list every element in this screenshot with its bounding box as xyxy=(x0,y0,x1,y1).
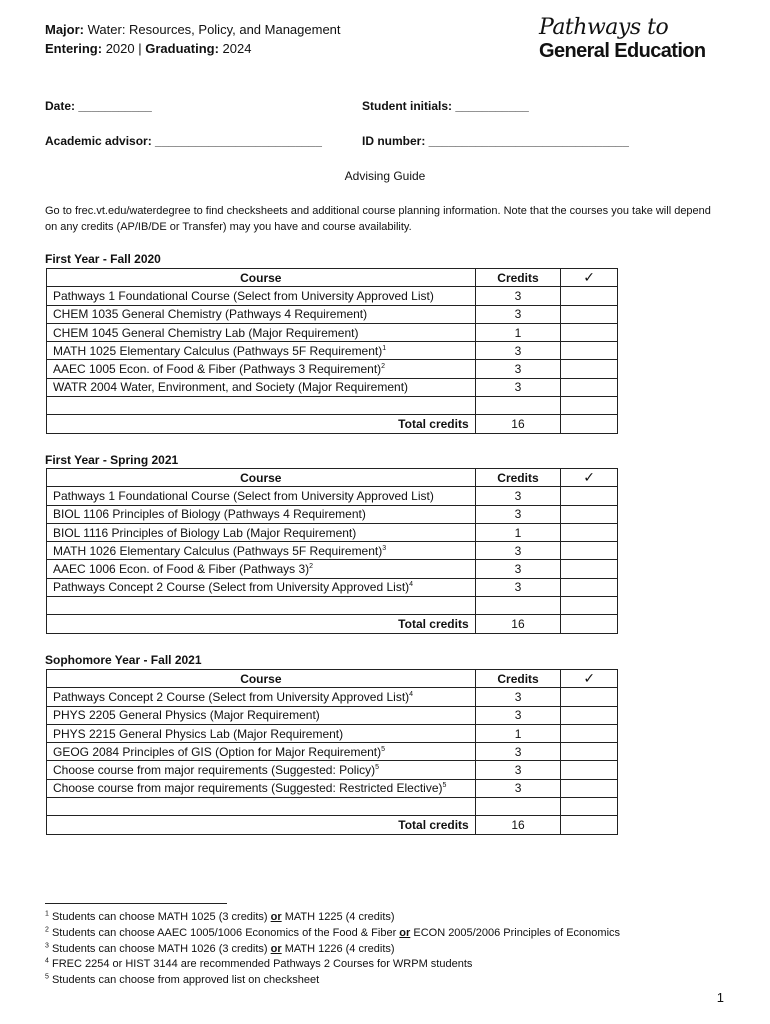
footnote-number: 3 xyxy=(45,941,49,949)
course-cell: AAEC 1006 Econ. of Food & Fiber (Pathways 3)$^2$ xyxy=(47,560,476,578)
course-cell: MATH 1025 Elementary Calculus (Pathways 5F Requirement)$^1$ xyxy=(47,342,476,360)
footnote-number: 2 xyxy=(45,926,49,934)
table-row xyxy=(47,724,618,742)
check-cell[interactable] xyxy=(561,378,618,396)
total-row xyxy=(47,816,618,834)
check-cell[interactable] xyxy=(561,360,618,378)
course-table xyxy=(46,468,618,634)
major-line: Major: Water: Resources, Policy, and Management xyxy=(45,22,341,37)
check-header xyxy=(561,469,618,487)
semester-title: Sophomore Year - Fall 2021 xyxy=(45,653,202,667)
course-cell: BIOL 1116 Principles of Biology Lab (Major Requirement) xyxy=(47,523,476,541)
course-cell: PHYS 2215 General Physics Lab (Major Requirement) xyxy=(47,724,476,742)
course-cell: Choose course from major requirements (Suggested: Policy)$^5$ xyxy=(47,761,476,779)
course-cell: CHEM 1045 General Chemistry Lab (Major Requirement) xyxy=(47,323,476,341)
course-cell: Pathways 1 Foundational Course (Select from University Approved List) xyxy=(47,287,476,305)
course-cell: BIOL 1106 Principles of Biology (Pathways 4 Requirement) xyxy=(47,505,476,523)
blank-row xyxy=(47,597,618,615)
credits-cell: 3 xyxy=(475,342,561,360)
check-cell[interactable] xyxy=(561,342,618,360)
credits-cell: 3 xyxy=(475,505,561,523)
footnote: $^4$ FREC 2254 or HIST 3144 are recommended Pathways 2 Courses for WRPM students xyxy=(45,957,473,971)
table-row xyxy=(47,578,618,596)
credits-cell: 3 xyxy=(475,560,561,578)
table-row xyxy=(47,743,618,761)
table-row xyxy=(47,523,618,541)
course-cell: Pathways Concept 2 Course (Select from University Approved List)$^4$ xyxy=(47,578,476,596)
footnote-number: 4 xyxy=(45,957,49,965)
check-cell[interactable] xyxy=(561,523,618,541)
credits-cell: 3 xyxy=(475,688,561,706)
total-credits: 16 xyxy=(475,615,561,633)
credits-header: Credits xyxy=(475,469,561,487)
checkmark-icon: ✓ xyxy=(583,469,596,486)
credits-cell: 3 xyxy=(475,761,561,779)
footnote: $^1$ Students can choose MATH 1025 (3 credits) or MATH 1225 (4 credits) xyxy=(45,910,395,923)
student-initials-field[interactable]: Student initials: ___________ xyxy=(362,99,529,113)
footnotes xyxy=(45,910,620,989)
blank-credits-cell[interactable] xyxy=(475,397,561,415)
course-cell: PHYS 2205 General Physics (Major Requirement) xyxy=(47,706,476,724)
table-row xyxy=(47,360,618,378)
blank-credits-cell[interactable] xyxy=(475,597,561,615)
blank-check-cell[interactable] xyxy=(561,798,618,816)
table-header-row xyxy=(47,469,618,487)
credits-cell: 3 xyxy=(475,578,561,596)
table-row xyxy=(47,342,618,360)
check-cell[interactable] xyxy=(561,743,618,761)
semester-title: First Year - Fall 2020 xyxy=(45,252,161,266)
table-row xyxy=(47,761,618,779)
credits-cell: 1 xyxy=(475,323,561,341)
checkmark-icon: ✓ xyxy=(583,670,596,687)
table-row xyxy=(47,542,618,560)
footnote: $^3$ Students can choose MATH 1026 (3 credits) or MATH 1226 (4 credits) xyxy=(45,941,395,955)
check-cell[interactable] xyxy=(561,560,618,578)
total-label: Total credits xyxy=(47,816,476,834)
entering-line: Entering: 2020 | Graduating: 2024 xyxy=(45,41,252,56)
program-header xyxy=(45,20,341,58)
credits-cell: 3 xyxy=(475,779,561,797)
credits-cell: 3 xyxy=(475,287,561,305)
footnote-ref: 5 xyxy=(375,764,380,772)
credits-cell: 3 xyxy=(475,542,561,560)
footnote: $^2$ Students can choose AAEC 1005/1006 Economics of the Food & Fiber or ECON 2005/2006 Principles of Economics xyxy=(45,926,621,939)
check-cell[interactable] xyxy=(561,505,618,523)
course-cell: AAEC 1005 Econ. of Food & Fiber (Pathways 3 Requirement)$^2$ xyxy=(47,360,476,378)
blank-course-cell[interactable] xyxy=(47,798,476,816)
table-row xyxy=(47,706,618,724)
date-field[interactable]: Date: ___________ xyxy=(45,99,152,113)
table-header-row xyxy=(47,269,618,287)
course-header: Course xyxy=(47,670,476,688)
check-cell[interactable] xyxy=(561,287,618,305)
check-cell[interactable] xyxy=(561,724,618,742)
total-label: Total credits xyxy=(47,415,476,433)
semester-title: First Year - Spring 2021 xyxy=(45,453,179,467)
total-row xyxy=(47,615,618,633)
table-row xyxy=(47,323,618,341)
check-cell[interactable] xyxy=(561,487,618,505)
credits-header: Credits xyxy=(475,269,561,287)
course-header: Course xyxy=(47,469,476,487)
table-row xyxy=(47,487,618,505)
credits-cell: 3 xyxy=(475,305,561,323)
check-cell[interactable] xyxy=(561,779,618,797)
total-check-cell xyxy=(561,415,618,433)
credits-cell: 3 xyxy=(475,706,561,724)
course-table xyxy=(46,268,618,434)
footnote-ref: 2 xyxy=(381,363,386,371)
check-cell[interactable] xyxy=(561,706,618,724)
total-check-cell xyxy=(561,615,618,633)
table-header-row xyxy=(47,670,618,688)
academic-advisor-field[interactable]: Academic advisor: _________________________ xyxy=(45,134,322,148)
footnote-ref: 5 xyxy=(381,745,386,753)
credits-cell: 3 xyxy=(475,360,561,378)
credits-cell: 3 xyxy=(475,378,561,396)
blank-credits-cell[interactable] xyxy=(475,798,561,816)
footnote-ref: 4 xyxy=(409,690,414,698)
page-number: 1 xyxy=(716,990,724,1005)
footnote-divider xyxy=(45,903,227,904)
credits-header: Credits xyxy=(475,670,561,688)
total-credits: 16 xyxy=(475,816,561,834)
total-row xyxy=(47,415,618,433)
course-cell: MATH 1026 Elementary Calculus (Pathways 5F Requirement)$^3$ xyxy=(47,542,476,560)
check-cell[interactable] xyxy=(561,305,618,323)
id-number-field[interactable]: ID number: ______________________________ xyxy=(362,134,629,148)
intro-paragraph: Go to frec.vt.edu/waterdegree to find checksheets and additional course planning information. Note that the courses you take will depend on any credits (AP/IB/DE or Transfer) may you have and course availability. xyxy=(45,205,711,233)
checkmark-icon: ✓ xyxy=(583,269,596,286)
course-table xyxy=(46,669,618,835)
check-cell[interactable] xyxy=(561,542,618,560)
course-cell: CHEM 1035 General Chemistry (Pathways 4 Requirement) xyxy=(47,305,476,323)
total-check-cell xyxy=(561,816,618,834)
footnote-ref: 2 xyxy=(309,563,314,571)
check-header xyxy=(561,269,618,287)
footnote-ref: 1 xyxy=(382,344,387,352)
total-label: Total credits xyxy=(47,615,476,633)
footnote-number: 5 xyxy=(45,973,49,981)
blank-row xyxy=(47,397,618,415)
credits-cell: 1 xyxy=(475,724,561,742)
footnote-ref: 5 xyxy=(442,782,447,790)
check-cell[interactable] xyxy=(561,578,618,596)
table-row xyxy=(47,505,618,523)
table-row xyxy=(47,378,618,396)
course-cell: Pathways Concept 2 Course (Select from University Approved List)$^4$ xyxy=(47,688,476,706)
credits-cell: 1 xyxy=(475,523,561,541)
footnote: $^5$ Students can choose from approved list on checksheet xyxy=(45,973,320,987)
table-row xyxy=(47,287,618,305)
footnote-ref: 4 xyxy=(409,581,414,589)
blank-course-cell[interactable] xyxy=(47,397,476,415)
blank-check-cell[interactable] xyxy=(561,397,618,415)
blank-course-cell[interactable] xyxy=(47,597,476,615)
credits-cell: 3 xyxy=(475,487,561,505)
check-header xyxy=(561,670,618,688)
check-cell[interactable] xyxy=(561,323,618,341)
check-cell[interactable] xyxy=(561,761,618,779)
course-header: Course xyxy=(47,269,476,287)
pathways-logo: Pathways to General Education xyxy=(539,15,706,62)
check-cell[interactable] xyxy=(561,688,618,706)
blank-check-cell[interactable] xyxy=(561,597,618,615)
course-cell: WATR 2004 Water, Environment, and Society (Major Requirement) xyxy=(47,378,476,396)
course-cell: Choose course from major requirements (Suggested: Restricted Elective)$^5$ xyxy=(47,779,476,797)
footnote-ref: 3 xyxy=(382,544,387,552)
credits-cell: 3 xyxy=(475,743,561,761)
table-row xyxy=(47,779,618,797)
footnote-number: 1 xyxy=(45,910,49,918)
blank-row xyxy=(47,798,618,816)
table-row xyxy=(47,305,618,323)
page-title: Advising Guide xyxy=(344,169,426,183)
course-cell: Pathways 1 Foundational Course (Select from University Approved List) xyxy=(47,487,476,505)
course-cell: GEOG 2084 Principles of GIS (Option for Major Requirement)$^5$ xyxy=(47,743,476,761)
table-row xyxy=(47,688,618,706)
total-credits: 16 xyxy=(475,415,561,433)
table-row xyxy=(47,560,618,578)
